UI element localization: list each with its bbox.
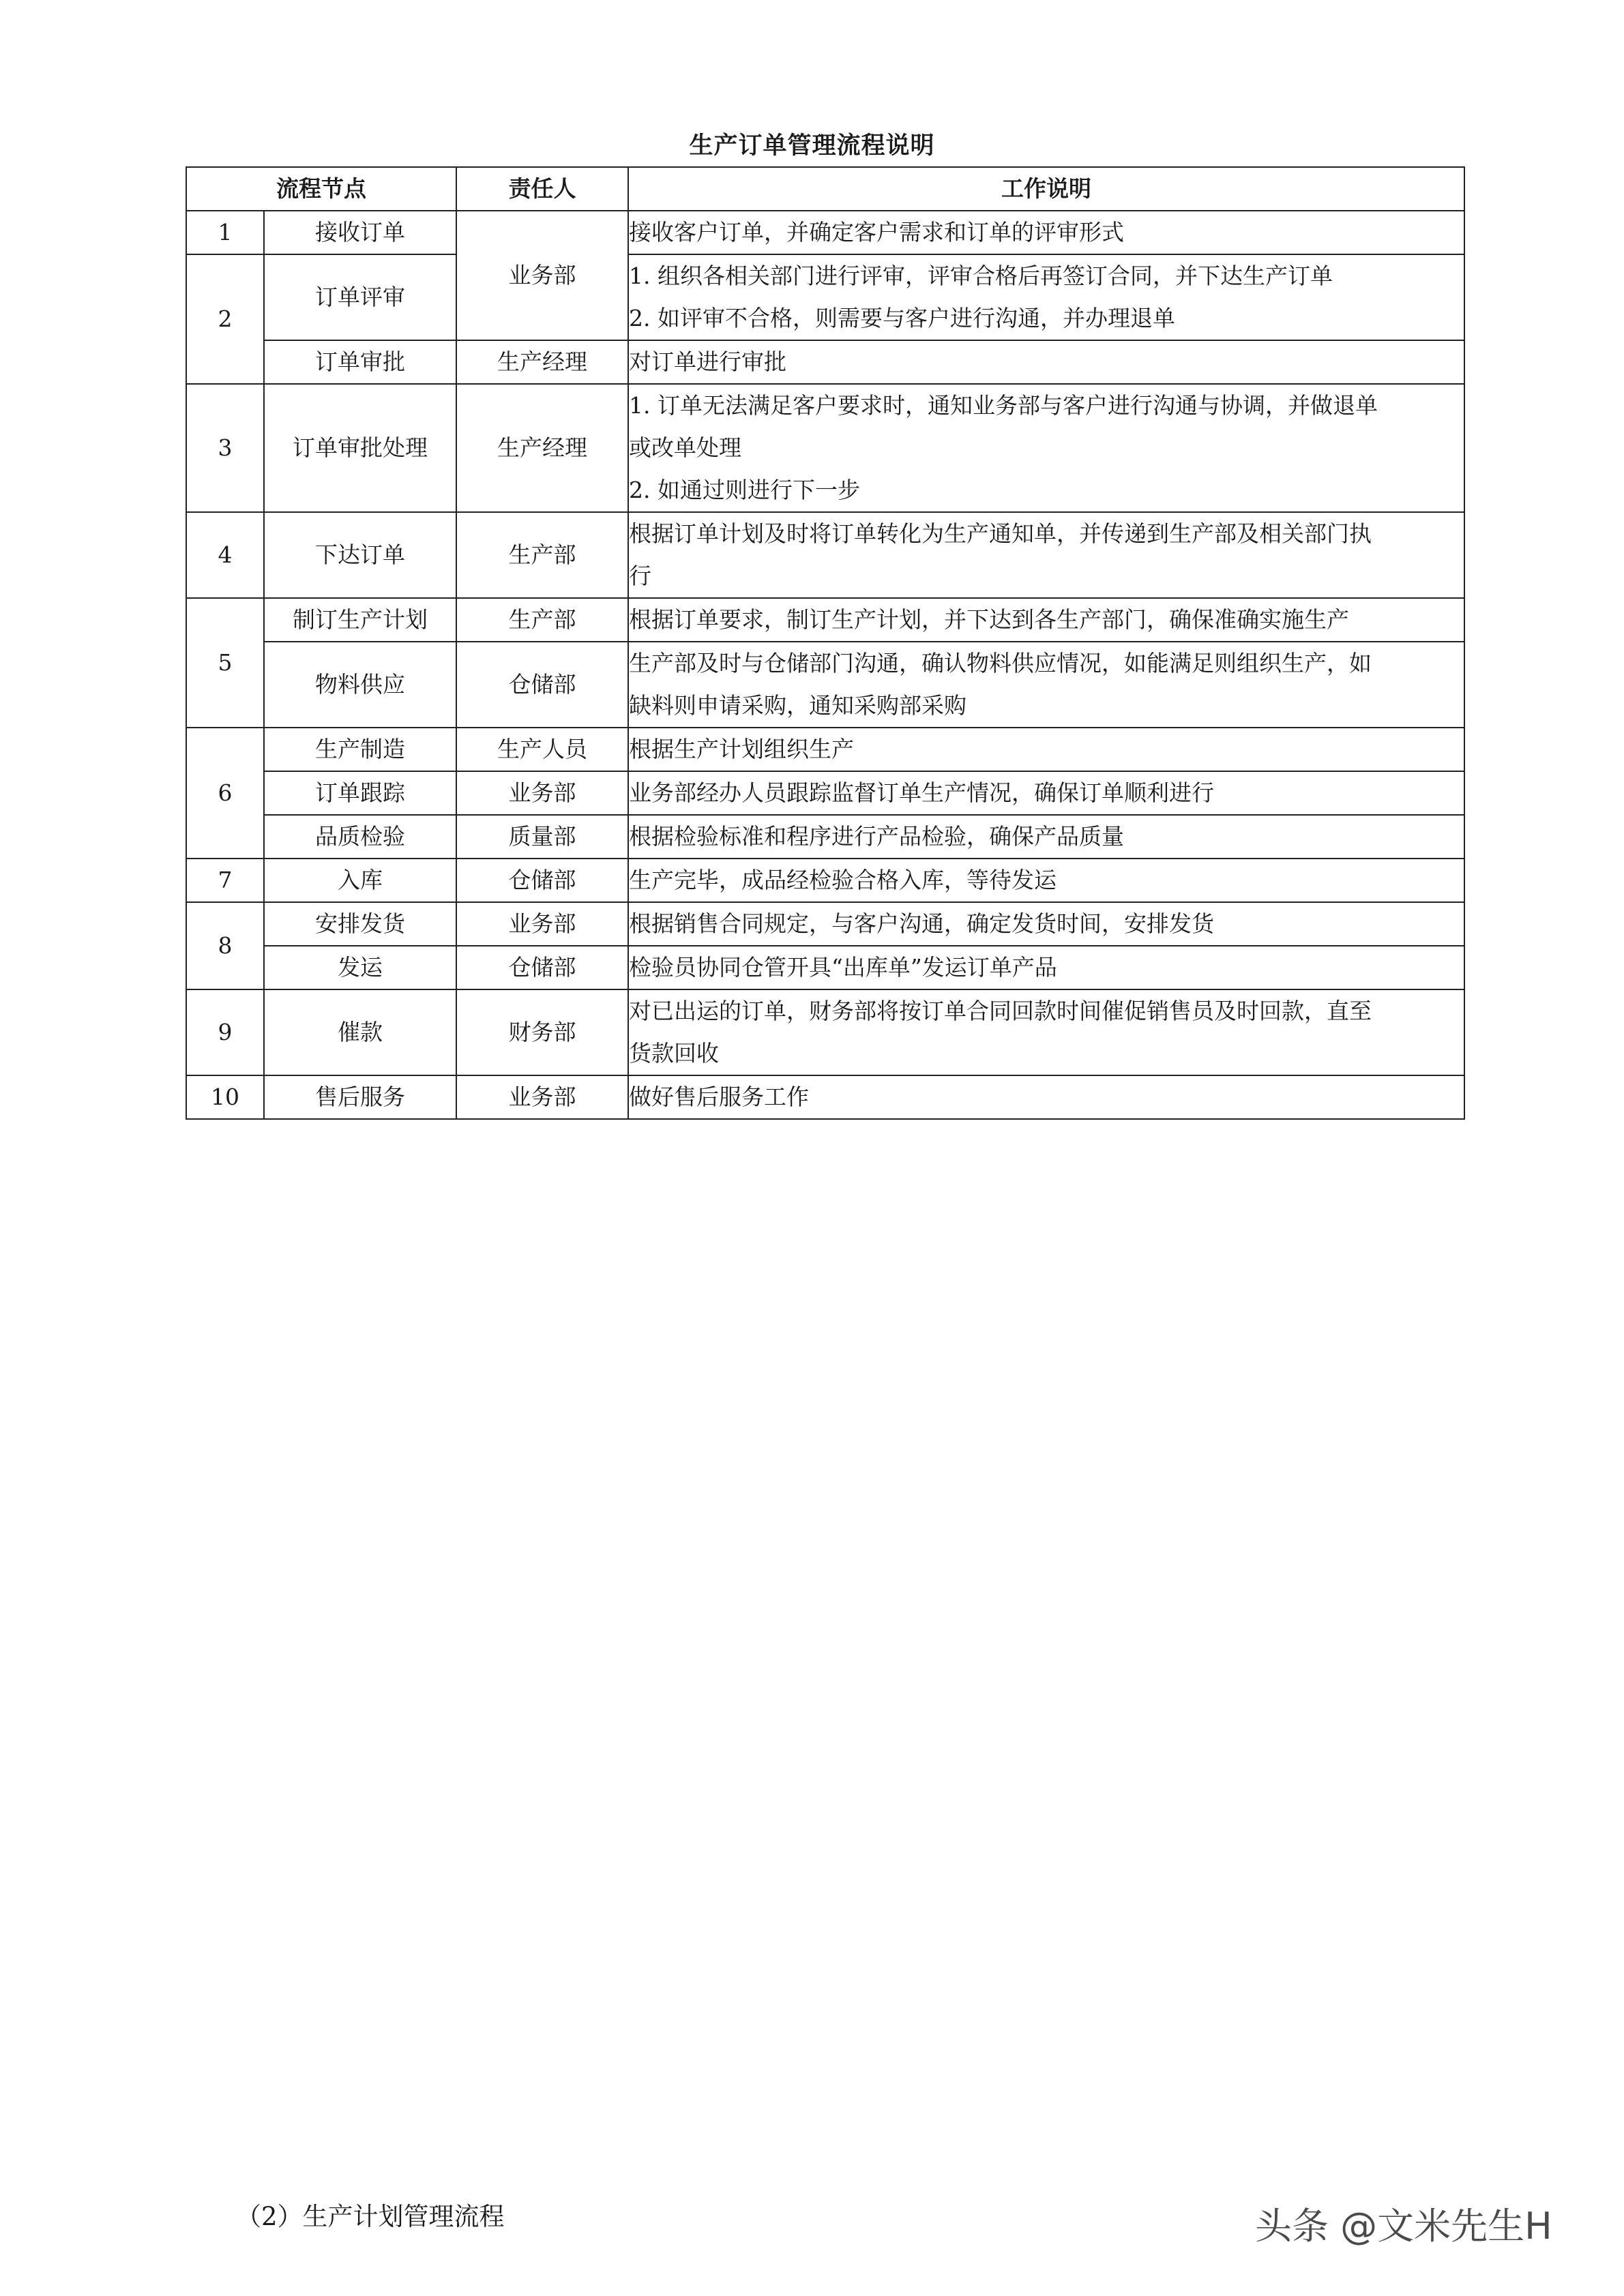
description-line: 根据订单要求，制订生产计划，并下达到各生产部门，确保准确实施生产 bbox=[629, 606, 1349, 633]
step-owner: 财务部 bbox=[456, 989, 628, 1075]
table-row bbox=[186, 642, 1464, 728]
step-description bbox=[628, 254, 1464, 340]
step-owner: 生产经理 bbox=[456, 384, 628, 512]
description-line: 缺料则申请采购，通知采购部采购 bbox=[629, 692, 966, 719]
step-number: 6 bbox=[186, 728, 264, 859]
step-owner: 业务部 bbox=[456, 1075, 628, 1119]
step-owner: 质量部 bbox=[456, 815, 628, 859]
step-node: 接收订单 bbox=[264, 211, 456, 254]
step-number: 10 bbox=[186, 1075, 264, 1119]
step-node: 售后服务 bbox=[264, 1075, 456, 1119]
section-heading: （2）生产计划管理流程 bbox=[236, 2202, 505, 2231]
description-line: 1. 订单无法满足客户要求时，通知业务部与客户进行沟通与协调，并做退单 bbox=[629, 392, 1378, 419]
description-line: 2. 如通过则进行下一步 bbox=[629, 477, 860, 503]
step-description bbox=[628, 815, 1464, 859]
table-header-row bbox=[186, 167, 1464, 211]
header-description: 工作说明 bbox=[628, 167, 1464, 211]
step-description bbox=[628, 512, 1464, 598]
table-row bbox=[186, 989, 1464, 1075]
step-description bbox=[628, 989, 1464, 1075]
step-node: 物料供应 bbox=[264, 642, 456, 728]
step-description bbox=[628, 728, 1464, 771]
step-description bbox=[628, 642, 1464, 728]
description-line: 接收客户订单，并确定客户需求和订单的评审形式 bbox=[629, 219, 1124, 245]
step-description bbox=[628, 384, 1464, 512]
step-node: 生产制造 bbox=[264, 728, 456, 771]
step-owner: 生产人员 bbox=[456, 728, 628, 771]
table-row bbox=[186, 211, 1464, 254]
step-owner: 生产部 bbox=[456, 512, 628, 598]
description-line: 或改单处理 bbox=[629, 434, 741, 461]
step-node: 品质检验 bbox=[264, 815, 456, 859]
step-number: 7 bbox=[186, 859, 264, 902]
description-line: 对订单进行审批 bbox=[629, 348, 786, 375]
table-row bbox=[186, 384, 1464, 512]
step-owner: 仓储部 bbox=[456, 859, 628, 902]
description-line: 做好售后服务工作 bbox=[629, 1084, 809, 1110]
step-number: 9 bbox=[186, 989, 264, 1075]
description-line: 1. 组织各相关部门进行评审，评审合格后再签订合同，并下达生产订单 bbox=[629, 263, 1333, 289]
step-node: 下达订单 bbox=[264, 512, 456, 598]
table-row bbox=[186, 771, 1464, 815]
step-node: 订单审批处理 bbox=[264, 384, 456, 512]
description-line: 检验员协同仓管开具“出库单”发运订单产品 bbox=[629, 954, 1057, 981]
description-line: 2. 如评审不合格，则需要与客户进行沟通，并办理退单 bbox=[629, 305, 1175, 331]
document-title: 生产订单管理流程说明 bbox=[689, 132, 935, 160]
table-row bbox=[186, 512, 1464, 598]
table-row bbox=[186, 902, 1464, 946]
description-line: 根据生产计划组织生产 bbox=[629, 736, 854, 762]
table-row bbox=[186, 254, 1464, 340]
step-node: 发运 bbox=[264, 946, 456, 989]
step-node: 订单跟踪 bbox=[264, 771, 456, 815]
step-number: 4 bbox=[186, 512, 264, 598]
step-owner: 仓储部 bbox=[456, 946, 628, 989]
step-description bbox=[628, 598, 1464, 642]
step-description bbox=[628, 946, 1464, 989]
step-number: 5 bbox=[186, 598, 264, 728]
step-number: 2 bbox=[186, 254, 264, 384]
step-node: 催款 bbox=[264, 989, 456, 1075]
table-row bbox=[186, 728, 1464, 771]
header-node: 流程节点 bbox=[186, 167, 456, 211]
step-description bbox=[628, 859, 1464, 902]
step-node: 制订生产计划 bbox=[264, 598, 456, 642]
step-description bbox=[628, 771, 1464, 815]
step-owner: 仓储部 bbox=[456, 642, 628, 728]
step-node: 安排发货 bbox=[264, 902, 456, 946]
step-owner: 生产部 bbox=[456, 598, 628, 642]
step-node: 入库 bbox=[264, 859, 456, 902]
step-description bbox=[628, 902, 1464, 946]
step-owner: 业务部 bbox=[456, 771, 628, 815]
table-row bbox=[186, 340, 1464, 384]
step-node: 订单评审 bbox=[264, 254, 456, 340]
table-row bbox=[186, 859, 1464, 902]
step-description bbox=[628, 1075, 1464, 1119]
description-line: 对已出运的订单，财务部将按订单合同回款时间催促销售员及时回款，直至 bbox=[629, 998, 1372, 1024]
step-owner: 业务部 bbox=[456, 211, 628, 340]
description-line: 业务部经办人员跟踪监督订单生产情况，确保订单顺利进行 bbox=[629, 779, 1214, 806]
header-owner: 责任人 bbox=[456, 167, 628, 211]
table-row bbox=[186, 598, 1464, 642]
description-line: 根据订单计划及时将订单转化为生产通知单，并传递到生产部及相关部门执 bbox=[629, 520, 1372, 547]
step-owner: 业务部 bbox=[456, 902, 628, 946]
table-row bbox=[186, 815, 1464, 859]
description-line: 根据检验标准和程序进行产品检验，确保产品质量 bbox=[629, 823, 1124, 850]
step-number: 1 bbox=[186, 211, 264, 254]
description-line: 生产部及时与仓储部门沟通，确认物料供应情况，如能满足则组织生产，如 bbox=[629, 650, 1372, 676]
step-owner: 生产经理 bbox=[456, 340, 628, 384]
process-table bbox=[186, 166, 1465, 1120]
table-row bbox=[186, 946, 1464, 989]
step-description bbox=[628, 211, 1464, 254]
description-line: 生产完毕，成品经检验合格入库，等待发运 bbox=[629, 867, 1057, 893]
table-row bbox=[186, 1075, 1464, 1119]
description-line: 行 bbox=[629, 563, 651, 589]
step-number: 3 bbox=[186, 384, 264, 512]
watermark: 头条 @文米先生H bbox=[1255, 2205, 1552, 2248]
description-line: 根据销售合同规定，与客户沟通，确定发货时间，安排发货 bbox=[629, 910, 1214, 937]
step-node: 订单审批 bbox=[264, 340, 456, 384]
description-line: 货款回收 bbox=[629, 1040, 719, 1067]
step-description bbox=[628, 340, 1464, 384]
step-number: 8 bbox=[186, 902, 264, 989]
